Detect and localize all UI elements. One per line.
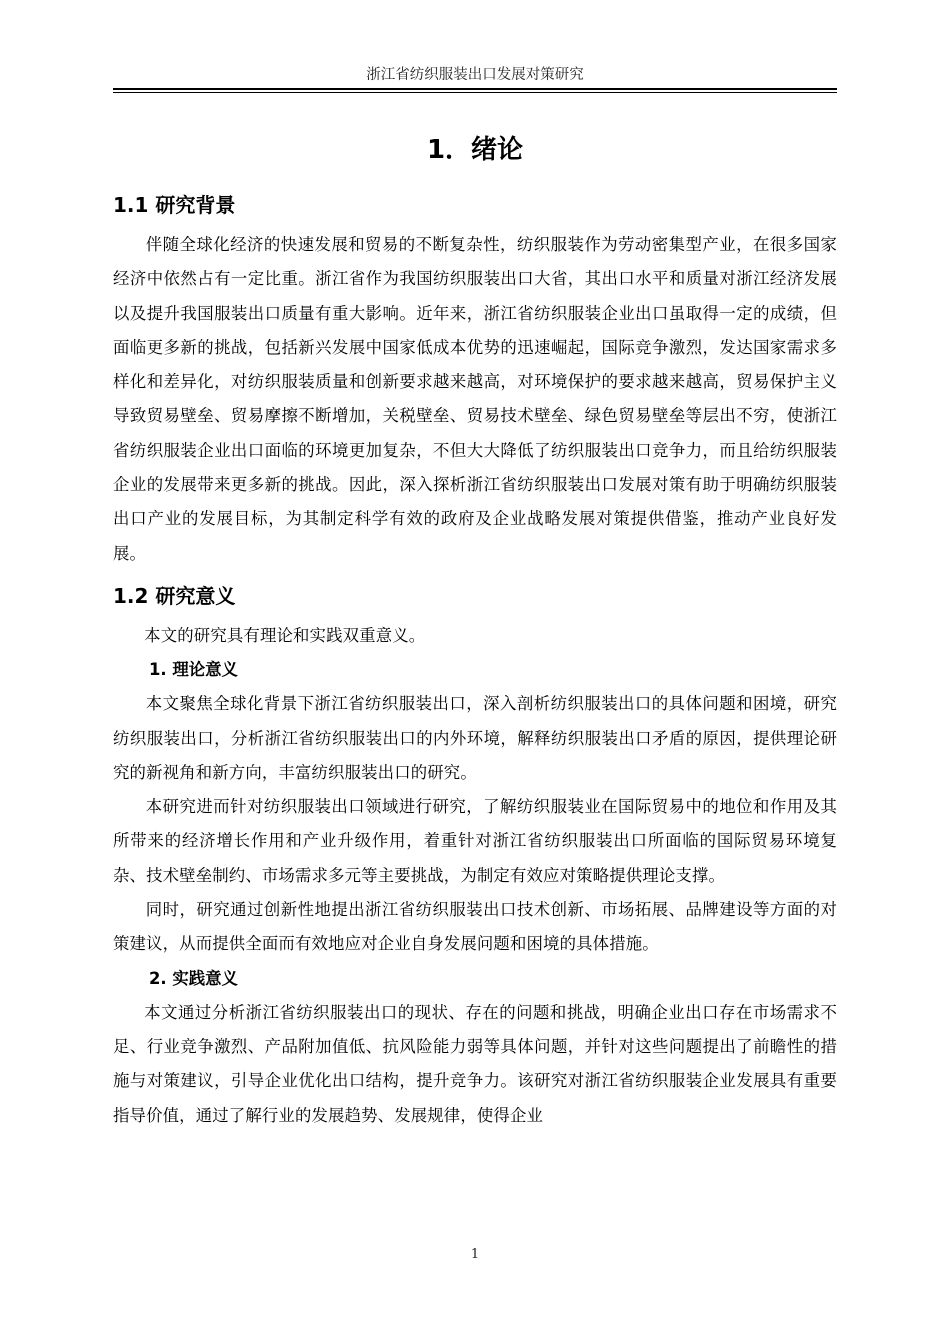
section-heading-significance: 1.2 研究意义 [113, 583, 236, 608]
theory-paragraph-1: 本文聚焦全球化背景下浙江省纺织服装出口，深入剖析纺织服装出口的具体问题和困境，研究纺织服装出口，分析浙江省纺织服装出口的内外环境，解释纺织服装出口矛盾的原因，提供理论研究的新视角和新方向，丰富纺织服装出口的研究。 [113, 694, 837, 782]
subheading-practice: 2. 实践意义 [149, 968, 238, 988]
subheading-theory: 1. 理论意义 [149, 660, 238, 680]
page-content [113, 128, 837, 1133]
practice-paragraph-1: 本文通过分析浙江省纺织服装出口的现状、存在的问题和挑战，明确企业出口存在市场需求不足、行业竞争激烈、产品附加值低、抗风险能力弱等具体问题，并针对这些问题提出了前瞻性的措施与对策建议，引导企业优化出口结构，提升竞争力。该研究对浙江省纺织服装企业发展具有重要指导价值，通过了解行业的发展趋势、发展规律，使得企业 [113, 1002, 837, 1125]
running-header: 浙江省纺织服装出口发展对策研究 [366, 67, 584, 83]
header-rule [113, 88, 837, 90]
section-heading-background: 1.1 研究背景 [113, 193, 236, 217]
background-paragraph: 伴随全球化经济的快速发展和贸易的不断复杂性，纺织服装作为劳动密集型产业，在很多国家经济中依然占有一定比重。浙江省作为我国纺织服装出口大省，其出口水平和质量对浙江经济发展以及提升我国服装出口质量有重大影响。近年来，浙江省纺织服装企业出口虽取得一定的成绩，但面临更多新的挑战，包括新兴发展中国家低成本优势的迅速崛起，国际竞争激烈，发达国家需求多样化和差异化，对纺织服装质量和创新要求越来越高，对环境保护的要求越来越高，贸易保护主义导致贸易壁垒、贸易摩擦不断增加，关税壁垒、贸易技术壁垒、绿色贸易壁垒等层出不穷，使浙江省纺织服装企业出口面临的环境更加复杂，不但大大降低了纺织服装出口竞争力，而且给纺织服装企业的发展带来更多新的挑战。因此，深入探析浙江省纺织服装出口发展对策有助于明确纺织服装出口产业的发展目标，为其制定科学有效的政府及企业战略发展对策提供借鉴，推动产业良好发展。 [113, 235, 837, 563]
significance-intro: 本文的研究具有理论和实践双重意义。 [144, 625, 426, 645]
page-number: 1 [470, 1247, 480, 1262]
theory-paragraph-2: 本研究进而针对纺织服装出口领域进行研究，了解纺织服装业在国际贸易中的地位和作用及其所带来的经济增长作用和产业升级作用，着重针对浙江省纺织服装出口所面临的国际贸易环境复杂、技术壁垒制约、市场需求多元等主要挑战，为制定有效应对策略提供理论支撑。 [113, 797, 837, 885]
chapter-title: 1．绪论 [426, 135, 524, 165]
theory-paragraph-3: 同时，研究通过创新性地提出浙江省纺织服装出口技术创新、市场拓展、品牌建设等方面的对策建议，从而提供全面而有效地应对企业自身发展问题和困境的具体措施。 [113, 900, 837, 954]
header-rule-thin [113, 92, 837, 93]
